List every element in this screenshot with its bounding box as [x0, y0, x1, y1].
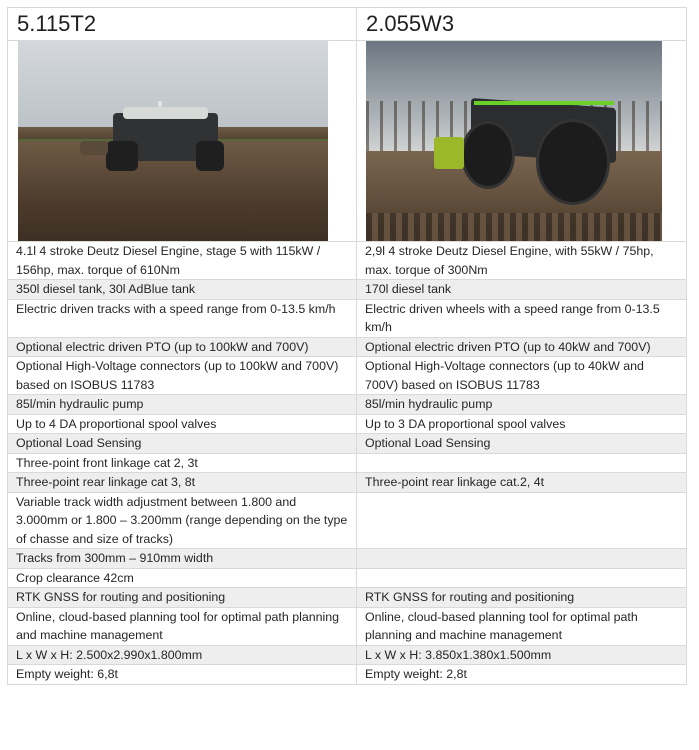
spec-cell: [357, 492, 687, 549]
spec-cell: Optional electric driven PTO (up to 40kW and 700V): [357, 337, 687, 357]
spec-cell: 170l diesel tank: [357, 280, 687, 300]
spec-cell: Electric driven tracks with a speed range from 0-13.5 km/h: [8, 299, 357, 337]
spec-cell: L x W x H: 3.850x1.380x1.500mm: [357, 645, 687, 665]
spec-row: [8, 299, 687, 337]
spec-row: [8, 492, 687, 549]
spec-cell: Online, cloud-based planning tool for optimal path planning and machine management: [357, 607, 687, 645]
spec-cell: Optional High-Voltage connectors (up to 40kW and 700V) based on ISOBUS 11783: [357, 357, 687, 395]
spec-row: [8, 280, 687, 300]
model-name: 5.115T2: [8, 8, 357, 41]
spec-cell: RTK GNSS for routing and positioning: [357, 588, 687, 608]
spec-cell: Three-point rear linkage cat 3, 8t: [8, 473, 357, 493]
spec-cell: Electric driven wheels with a speed range from 0-13.5 km/h: [357, 299, 687, 337]
spec-row: [8, 434, 687, 454]
wheeled-robot-tractor-photo: [366, 41, 662, 241]
spec-cell: Crop clearance 42cm: [8, 568, 357, 588]
spec-cell: Optional electric driven PTO (up to 100kW and 700V): [8, 337, 357, 357]
spec-cell: Variable track width adjustment between 1.800 and 3.000mm or 1.800 – 3.200mm (range depending on the type of chasse and size of tracks): [8, 492, 357, 549]
spec-cell: Up to 3 DA proportional spool valves: [357, 414, 687, 434]
spec-row: [8, 414, 687, 434]
spec-cell: Empty weight: 6,8t: [8, 665, 357, 685]
model-name: 2.055W3: [357, 8, 687, 41]
spec-cell: Empty weight: 2,8t: [357, 665, 687, 685]
spec-row: [8, 357, 687, 395]
spec-cell: 2,9l 4 stroke Deutz Diesel Engine, with 55kW / 75hp, max. torque of 300Nm: [357, 242, 687, 280]
spec-row: [8, 242, 687, 280]
spec-cell: 85l/min hydraulic pump: [8, 395, 357, 415]
spec-row: [8, 473, 687, 493]
spec-row: [8, 549, 687, 569]
spec-row: [8, 665, 687, 685]
photo-row: [8, 41, 687, 242]
spec-cell: Three-point rear linkage cat.2, 4t: [357, 473, 687, 493]
spec-cell: 4.1l 4 stroke Deutz Diesel Engine, stage 5 with 115kW / 156hp, max. torque of 610Nm: [8, 242, 357, 280]
spec-cell: L x W x H: 2.500x2.990x1.800mm: [8, 645, 357, 665]
spec-cell: Up to 4 DA proportional spool valves: [8, 414, 357, 434]
spec-row: [8, 588, 687, 608]
model-header-row: [8, 8, 687, 41]
spec-cell: [357, 453, 687, 473]
spec-cell: 350l diesel tank, 30l AdBlue tank: [8, 280, 357, 300]
spec-row: [8, 337, 687, 357]
spec-cell: Online, cloud-based planning tool for optimal path planning and machine management: [8, 607, 357, 645]
spec-cell: RTK GNSS for routing and positioning: [8, 588, 357, 608]
spec-cell: Optional Load Sensing: [8, 434, 357, 454]
spec-cell: Optional Load Sensing: [357, 434, 687, 454]
spec-comparison-table: [7, 7, 687, 685]
spec-row: [8, 645, 687, 665]
spec-row: [8, 453, 687, 473]
spec-cell: Tracks from 300mm – 910mm width: [8, 549, 357, 569]
spec-cell: 85l/min hydraulic pump: [357, 395, 687, 415]
spec-cell: [357, 549, 687, 569]
spec-cell: [357, 568, 687, 588]
spec-row: [8, 395, 687, 415]
spec-row: [8, 568, 687, 588]
spec-cell: Optional High-Voltage connectors (up to 100kW and 700V) based on ISOBUS 11783: [8, 357, 357, 395]
spec-cell: Three-point front linkage cat 2, 3t: [8, 453, 357, 473]
spec-row: [8, 607, 687, 645]
tracked-robot-tractor-photo: [18, 41, 328, 241]
